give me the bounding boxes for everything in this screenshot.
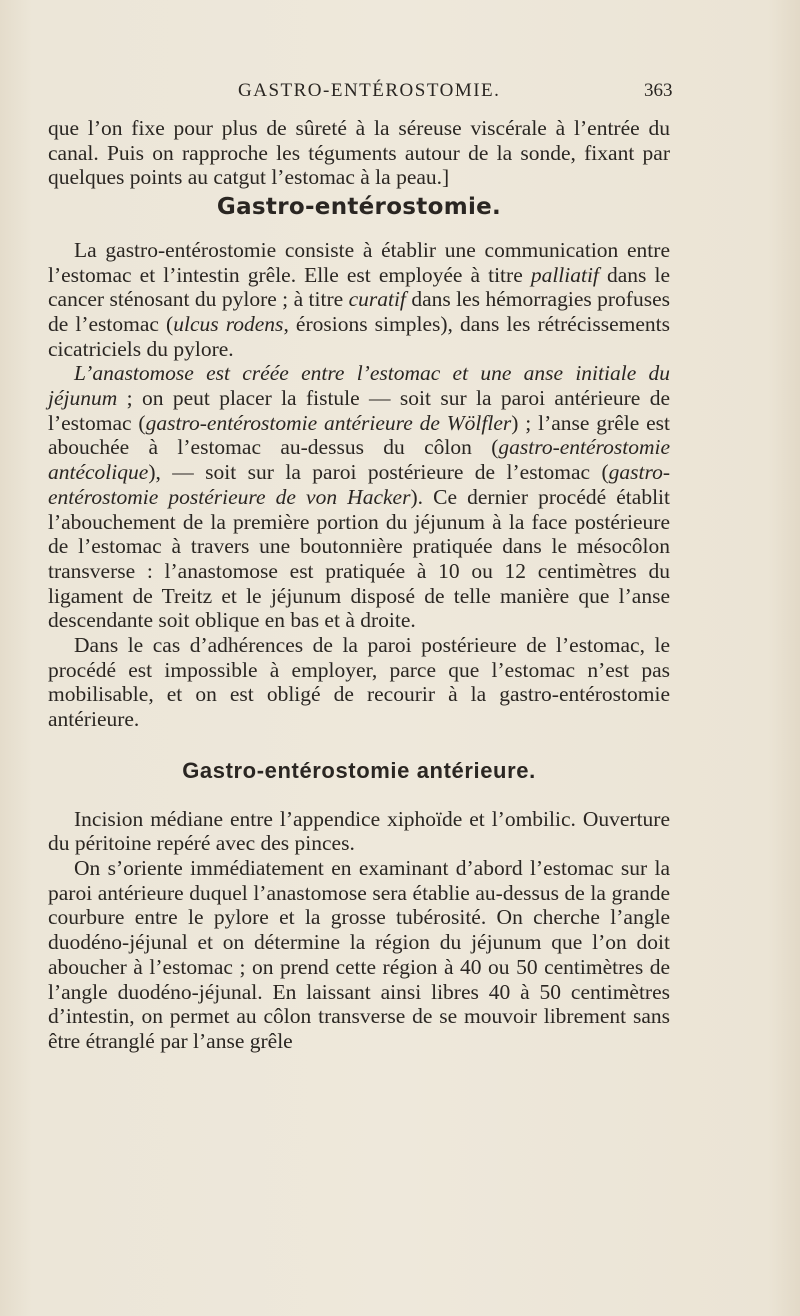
text-run: La gastro-entérostomie consiste à établir une communication entre l’estomac et l’intestin grêle. Elle est employée à titre (48, 237, 670, 287)
text-run: ; on peut placer la fistule — soit sur la paroi antérieure de l’estomac ( (48, 386, 670, 435)
running-title: GASTRO-ENTÉROSTOMIE. (238, 80, 501, 101)
paragraph-adherences: Dans le cas d’adhérences de la paroi postérieure de l’estomac, le procédé est impossible à employer, parce que l’estomac n’est pas mobilisable, et on est obligé de recourir à la gastro-entérostomie antérieure. (48, 633, 670, 732)
italic-term: gastro-entérostomie antérieure de Wölfler (145, 410, 512, 435)
paragraph-definition (48, 238, 670, 362)
italic-term: curatif (348, 287, 406, 312)
text-run: dans les hémorragies profuses de l’estomac ( (48, 287, 670, 336)
text-run: , érosions simples), dans les rétrécissements cicatriciels du pylore. (48, 311, 670, 361)
text-run: ) ; l’anse grêle est abouchée à l’estomac au-dessus du côlon ( (48, 410, 670, 460)
body-text (48, 116, 670, 1054)
paragraph-continuation: que l’on fixe pour plus de sûreté à la séreuse viscérale à l’entrée du canal. Puis on rapproche les téguments autour de la sonde, fixant par quelques points au catgut l’estomac à la peau.] (48, 116, 670, 190)
paragraph-anastomose (48, 361, 670, 633)
italic-term: gastro-entérostomie antécolique (48, 435, 670, 485)
italic-term: gastro-entérostomie postérieure de von Hacker (48, 460, 670, 509)
text-run: ). Ce dernier procédé établit l’abouchement de la première portion du jéjunum à la face postérieure de l’estomac à travers une boutonnière pratiquée dans le mésocôlon transverse : l’anastomose est pratiquée à 10 ou 12 centimètres du ligament de Treitz et le jéjunum disposé de telle manière que l’anse descendante soit oblique en bas et à droite. (48, 484, 670, 633)
paragraph-incision: Incision médiane entre l’appendice xiphoïde et l’ombilic. Ouverture du péritoine repéré avec des pinces. (48, 806, 670, 856)
italic-term: ulcus rodens (173, 311, 284, 336)
section-heading-gastro-enterostomie: Gastro-entérostomie. (216, 194, 502, 221)
page-header (48, 80, 673, 106)
text-run: dans le cancer sténosant du pylore ; à titre (48, 262, 670, 312)
page-number: 363 (644, 80, 673, 101)
text-run: ), — soit sur la paroi postérieure de l’estomac ( (148, 460, 609, 485)
italic-term: L’anastomose est créée entre l’estomac et une anse initiale du jéjunum (48, 361, 670, 411)
section-heading-anterieure: Gastro-entérostomie antérieure. (182, 757, 536, 783)
italic-term: palliatif (530, 262, 599, 287)
paragraph-orientation: On s’oriente immédiatement en examinant d’abord l’estomac sur la paroi antérieure duquel l’anastomose sera établie au-dessus de la grande courbure entre le pylore et la grosse tubérosité. On cherche l’angle duodéno-jéjunal et on détermine la région du jéjunum que l’on doit aboucher à l’estomac ; on prend cette région à 40 ou 50 centimètres de l’angle duodéno-jéjunal. En laissant ainsi libres 40 à 50 centimètres d’intestin, on permet au côlon transverse de se mouvoir librement sans être étranglé par l’anse grêle (48, 855, 670, 1053)
